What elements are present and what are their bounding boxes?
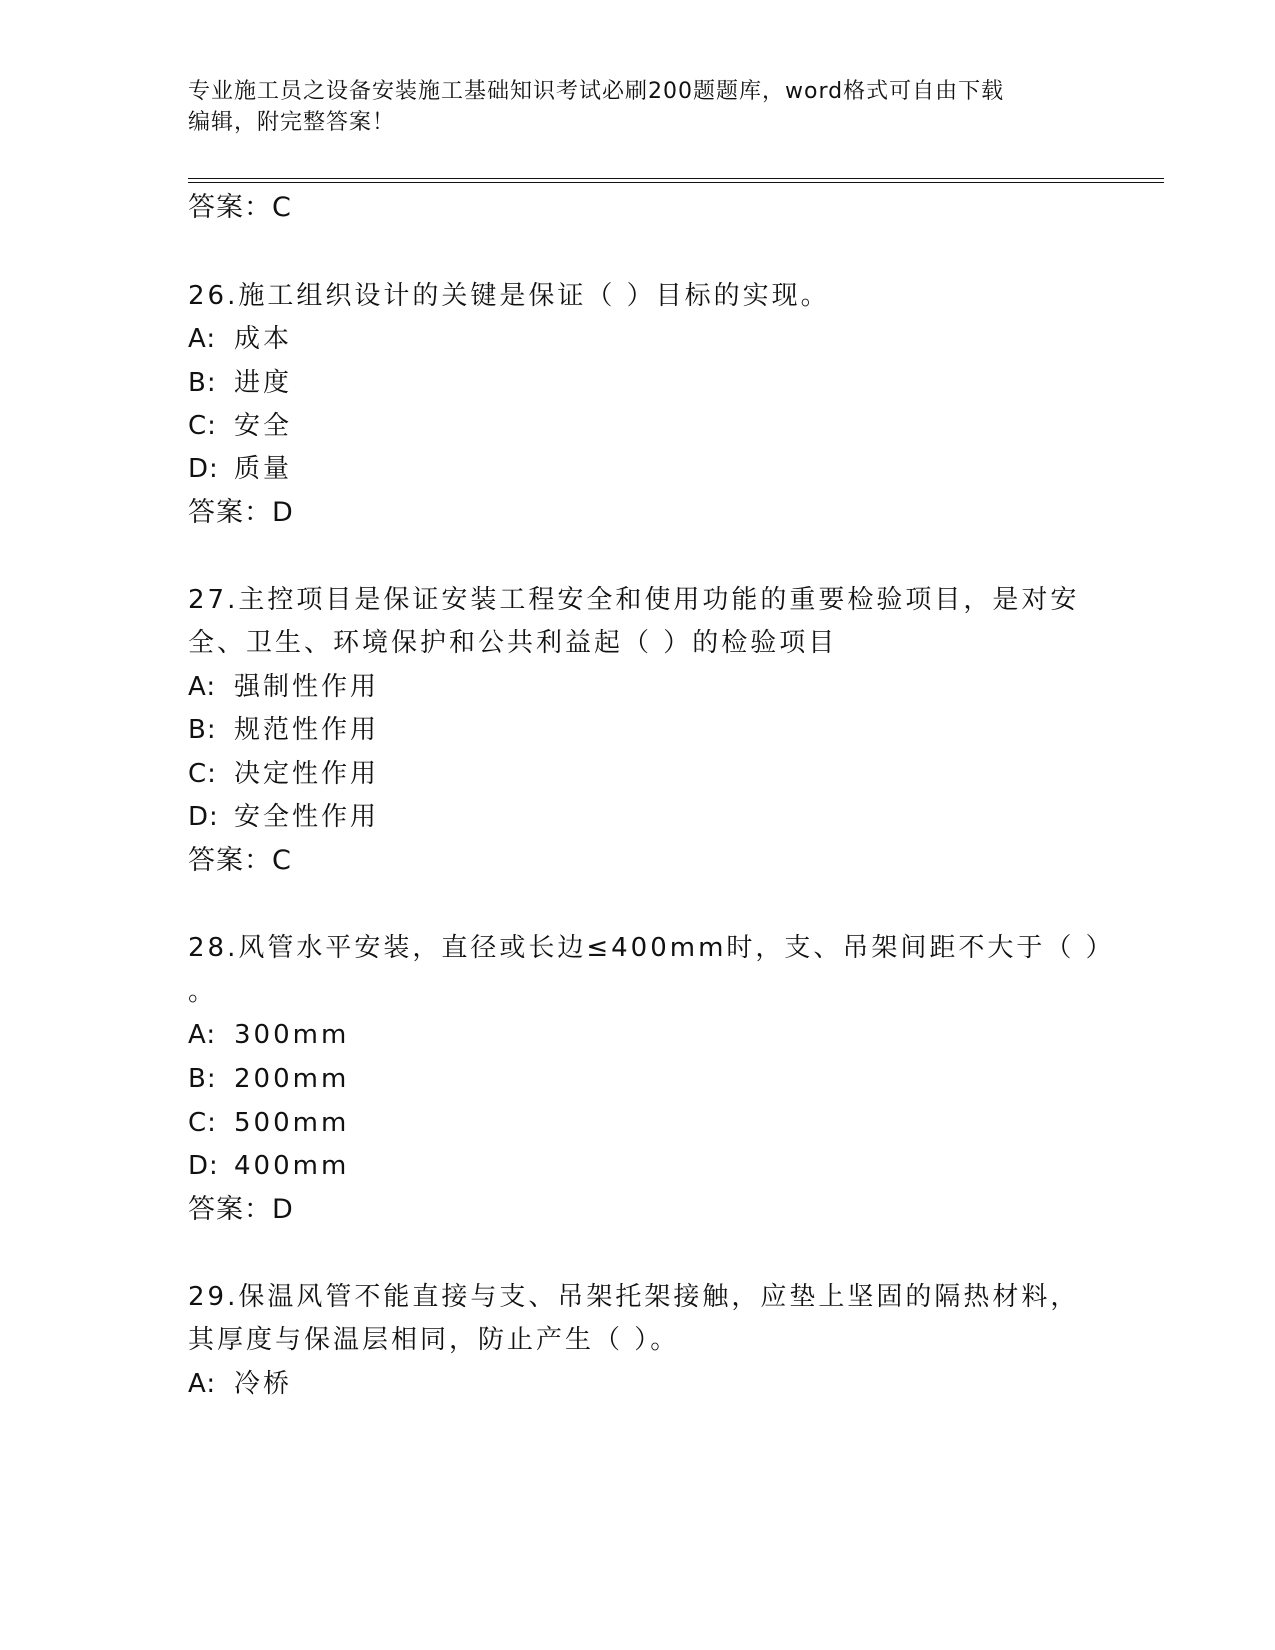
option-label: C: <box>188 411 217 441</box>
option-a <box>188 322 292 356</box>
option-b <box>188 1062 349 1096</box>
question-stem: 26.施工组织设计的关键是保证（ ）目标的实现。 <box>188 281 830 311</box>
option-text: 质量 <box>234 454 293 484</box>
option-text: 200mm <box>234 1064 350 1094</box>
option-text: 安全性作用 <box>234 802 380 832</box>
option-label: A: <box>188 672 217 702</box>
option-c <box>188 409 292 443</box>
option-label: B: <box>188 368 217 398</box>
question-stem: 29.保温风管不能直接与支、吊架托架接触，应垫上坚固的隔热材料， <box>188 1282 1080 1312</box>
option-text: 决定性作用 <box>234 759 380 789</box>
answer-line: 答案：D <box>188 497 294 528</box>
option-c <box>188 757 379 791</box>
option-label: B: <box>188 1064 217 1094</box>
option-text: 规范性作用 <box>234 715 380 745</box>
option-d <box>188 452 292 486</box>
document-header <box>188 76 1068 138</box>
option-label: A: <box>188 324 217 354</box>
option-text: 400mm <box>234 1151 350 1181</box>
header-divider-bottom <box>188 182 1164 183</box>
question-stem-continued: 全、卫生、环境保护和公共利益起（ ）的检验项目 <box>188 628 838 658</box>
option-label: D: <box>188 802 219 832</box>
answer-line: 答案：C <box>188 845 292 876</box>
option-b <box>188 713 379 747</box>
option-label: D: <box>188 1151 219 1181</box>
question-stem-continued: 其厚度与保温层相同，防止产生（ ）。 <box>188 1325 680 1355</box>
header-title-line-1: 专业施工员之设备安装施工基础知识考试必刷200题题库，word格式可自由下载 <box>188 79 1005 104</box>
option-label: C: <box>188 759 217 789</box>
option-a <box>188 670 379 704</box>
question-stem: 28.风管水平安装，直径或长边≤400mm时，支、吊架间距不大于（ ） <box>188 933 1115 963</box>
answer-line: 答案：C <box>188 192 292 223</box>
option-text: 成本 <box>234 324 293 354</box>
option-d <box>188 800 379 834</box>
option-label: D: <box>188 454 219 484</box>
option-c <box>188 1106 349 1140</box>
option-text: 强制性作用 <box>234 672 380 702</box>
header-divider-top <box>188 178 1164 179</box>
option-text: 安全 <box>234 411 293 441</box>
option-a <box>188 1018 349 1052</box>
option-b <box>188 366 292 400</box>
answer-line: 答案：D <box>188 1194 294 1225</box>
option-text: 冷桥 <box>234 1369 293 1399</box>
header-title-line-2: 编辑，附完整答案！ <box>188 110 396 135</box>
option-label: A: <box>188 1369 217 1399</box>
option-d <box>188 1149 349 1183</box>
option-a <box>188 1367 292 1401</box>
option-label: A: <box>188 1020 217 1050</box>
option-text: 进度 <box>234 368 293 398</box>
option-label: C: <box>188 1108 217 1138</box>
question-stem: 27.主控项目是保证安装工程安全和使用功能的重要检验项目，是对安 <box>188 585 1080 615</box>
option-text: 500mm <box>234 1108 350 1138</box>
question-stem-continued: 。 <box>188 977 218 1007</box>
option-label: B: <box>188 715 217 745</box>
option-text: 300mm <box>234 1020 350 1050</box>
